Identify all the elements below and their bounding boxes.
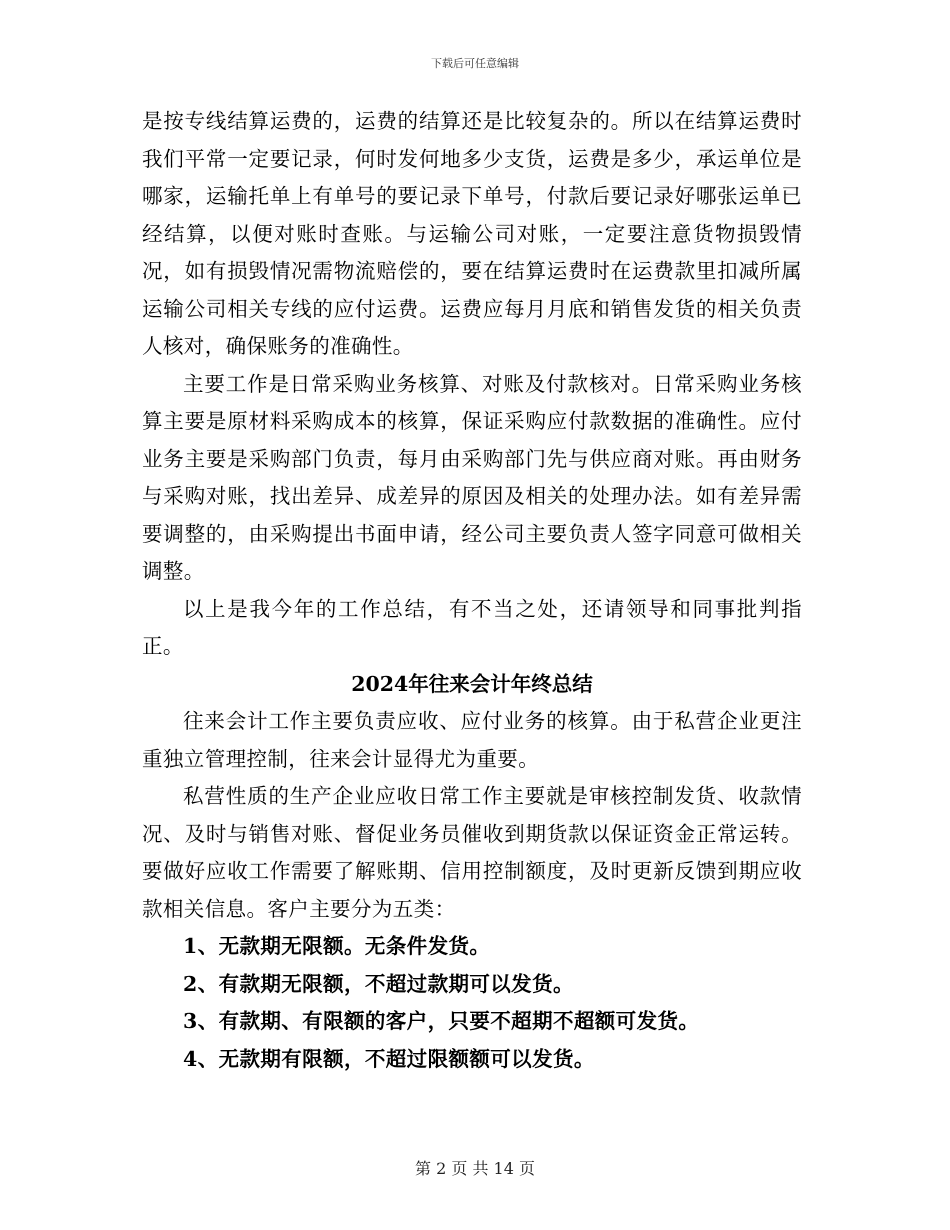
list-item-customer-type-1: 1、无款期无限额。无条件发货。 [183, 934, 491, 958]
section-title: 2024年往来会计年终总结 [351, 671, 593, 696]
paragraph-accounting-intro: 往来会计工作主要负责应收、应付业务的核算。由于私营企业更注重独立管理控制，往来会计显得尤为重要。 [142, 709, 802, 771]
document-body [142, 103, 802, 1078]
page-header: 下载后可任意编辑 [431, 57, 519, 70]
page-number-footer: 第 2 页 共 14 页 [415, 1159, 535, 1178]
list-item-customer-type-4: 4、无款期有限额，不超过限额额可以发货。 [183, 1046, 595, 1071]
paragraph-closing-remarks: 以上是我今年的工作总结，有不当之处，还请领导和同事批判指正。 [142, 596, 802, 658]
paragraph-freight-settlement: 是按专线结算运费的，运费的结算还是比较复杂的。所以在结算运费时我们平常一定要记录，何时发何地多少支货，运费是多少，承运单位是哪家，运输托单上有单号的要记录下单号，付款后要记录好哪张运单已经结算，以便对账时查账。与运输公司对账，一定要注意货物损毁情况，如有损毁情况需物流赔偿的，要在结算运费时在运费款里扣减所属运输公司相关专线的应付运费。运费应每月月底和销售发货的相关负责人核对，确保账务的准确性。 [142, 109, 802, 358]
paragraph-receivables-work: 私营性质的生产企业应收日常工作主要就是审核控制发货、收款情况、及时与销售对账、督促业务员催收到期货款以保证资金正常运转。要做好应收工作需要了解账期、信用控制额度，及时更新反馈到期应收款相关信息。客户主要分为五类： [142, 784, 802, 921]
list-item-customer-type-3: 3、有款期、有限额的客户，只要不超期不超额可发货。 [183, 1009, 700, 1033]
list-item-customer-type-2: 2、有款期无限额，不超过款期可以发货。 [183, 971, 574, 996]
paragraph-procurement-work: 主要工作是日常采购业务核算、对账及付款核对。日常采购业务核算主要是原材料采购成本的核算，保证采购应付款数据的准确性。应付业务主要是采购部门负责，每月由采购部门先与供应商对账。再由财务与采购对账，找出差异、成差异的原因及相关的处理办法。如有差异需要调整的，由采购提出书面申请，经公司主要负责人签字同意可做相关调整。 [142, 371, 802, 583]
